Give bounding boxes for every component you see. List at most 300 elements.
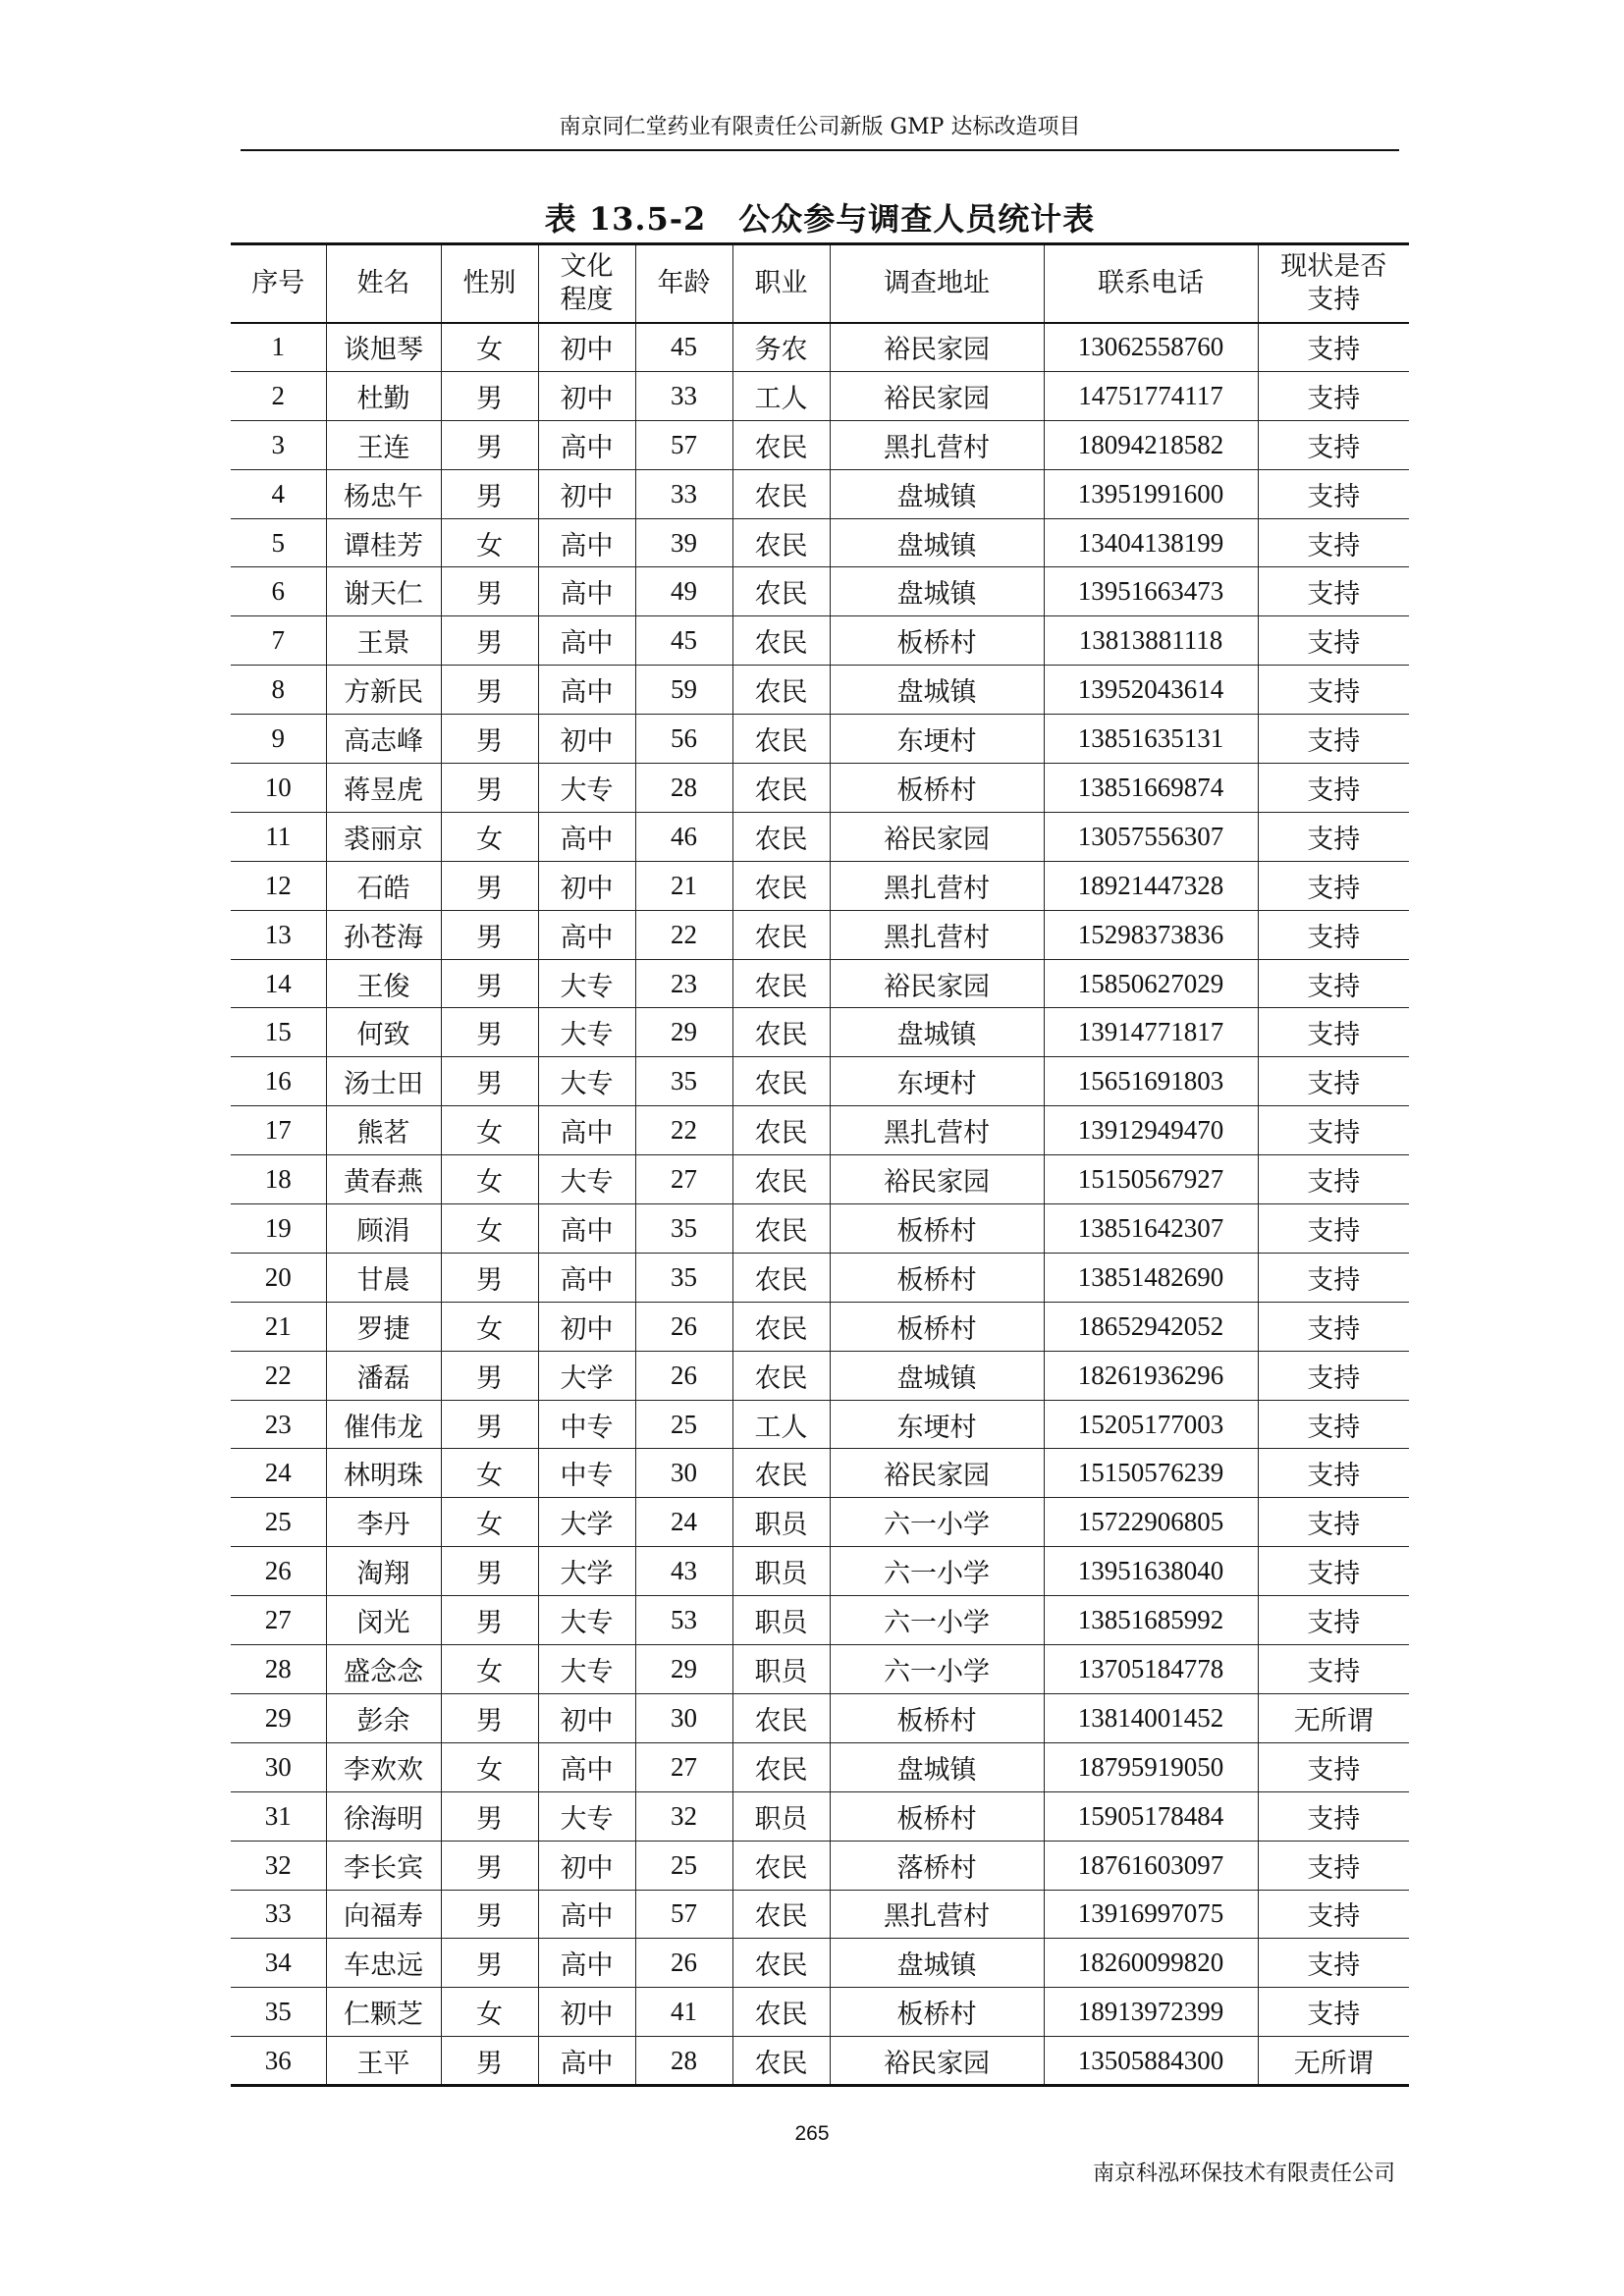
cell-phone: 18913972399 bbox=[1044, 1988, 1258, 2037]
table-row bbox=[231, 469, 1409, 518]
cell-support: 支持 bbox=[1258, 1106, 1409, 1155]
table-row bbox=[231, 1890, 1409, 1939]
cell-address: 裕民家园 bbox=[830, 812, 1044, 861]
cell-address: 黑扎营村 bbox=[830, 861, 1044, 910]
cell-index: 8 bbox=[231, 666, 326, 715]
cell-address: 裕民家园 bbox=[830, 1155, 1044, 1204]
cell-gender: 男 bbox=[441, 616, 538, 666]
cell-occupation: 农民 bbox=[732, 616, 830, 666]
cell-phone: 13914771817 bbox=[1044, 1008, 1258, 1057]
cell-gender: 女 bbox=[441, 1645, 538, 1694]
cell-address: 板桥村 bbox=[830, 764, 1044, 813]
cell-education: 大学 bbox=[538, 1547, 635, 1596]
cell-name: 甘晨 bbox=[326, 1253, 441, 1302]
cell-address: 盘城镇 bbox=[830, 469, 1044, 518]
cell-address: 黑扎营村 bbox=[830, 420, 1044, 469]
cell-education: 大学 bbox=[538, 1351, 635, 1400]
cell-gender: 女 bbox=[441, 323, 538, 372]
cell-occupation: 职员 bbox=[732, 1791, 830, 1841]
cell-phone: 15905178484 bbox=[1044, 1791, 1258, 1841]
cell-age: 27 bbox=[635, 1742, 732, 1791]
cell-occupation: 农民 bbox=[732, 910, 830, 959]
cell-age: 30 bbox=[635, 1693, 732, 1742]
cell-phone: 15150576239 bbox=[1044, 1449, 1258, 1498]
cell-age: 23 bbox=[635, 959, 732, 1008]
cell-index: 7 bbox=[231, 616, 326, 666]
cell-gender: 女 bbox=[441, 518, 538, 567]
cell-address: 板桥村 bbox=[830, 1302, 1044, 1351]
table-row bbox=[231, 715, 1409, 764]
cell-index: 18 bbox=[231, 1155, 326, 1204]
cell-index: 20 bbox=[231, 1253, 326, 1302]
cell-index: 13 bbox=[231, 910, 326, 959]
cell-index: 36 bbox=[231, 2037, 326, 2086]
cell-address: 盘城镇 bbox=[830, 1351, 1044, 1400]
cell-gender: 男 bbox=[441, 1596, 538, 1645]
cell-name: 盛念念 bbox=[326, 1645, 441, 1694]
cell-age: 33 bbox=[635, 469, 732, 518]
cell-phone: 13851669874 bbox=[1044, 764, 1258, 813]
cell-age: 59 bbox=[635, 666, 732, 715]
table-row bbox=[231, 764, 1409, 813]
cell-phone: 13505884300 bbox=[1044, 2037, 1258, 2086]
cell-phone: 13813881118 bbox=[1044, 616, 1258, 666]
cell-index: 29 bbox=[231, 1693, 326, 1742]
cell-occupation: 工人 bbox=[732, 371, 830, 420]
cell-support: 无所谓 bbox=[1258, 2037, 1409, 2086]
cell-gender: 男 bbox=[441, 420, 538, 469]
cell-age: 43 bbox=[635, 1547, 732, 1596]
cell-education: 高中 bbox=[538, 420, 635, 469]
cell-education: 大专 bbox=[538, 1155, 635, 1204]
cell-support: 支持 bbox=[1258, 959, 1409, 1008]
cell-name: 催伟龙 bbox=[326, 1400, 441, 1449]
table-row bbox=[231, 959, 1409, 1008]
cell-education: 高中 bbox=[538, 2037, 635, 2086]
cell-occupation: 工人 bbox=[732, 1400, 830, 1449]
cell-education: 大专 bbox=[538, 1008, 635, 1057]
cell-support: 支持 bbox=[1258, 1547, 1409, 1596]
cell-occupation: 职员 bbox=[732, 1498, 830, 1547]
cell-index: 35 bbox=[231, 1988, 326, 2037]
cell-index: 24 bbox=[231, 1449, 326, 1498]
cell-gender: 男 bbox=[441, 1253, 538, 1302]
cell-gender: 男 bbox=[441, 1008, 538, 1057]
cell-gender: 男 bbox=[441, 715, 538, 764]
cell-occupation: 农民 bbox=[732, 469, 830, 518]
cell-phone: 13952043614 bbox=[1044, 666, 1258, 715]
cell-name: 闵光 bbox=[326, 1596, 441, 1645]
cell-index: 34 bbox=[231, 1939, 326, 1988]
table-header-row bbox=[231, 244, 1409, 323]
cell-index: 27 bbox=[231, 1596, 326, 1645]
cell-education: 大学 bbox=[538, 1498, 635, 1547]
table-row bbox=[231, 1939, 1409, 1988]
cell-gender: 女 bbox=[441, 1204, 538, 1254]
cell-education: 高中 bbox=[538, 910, 635, 959]
table-row bbox=[231, 616, 1409, 666]
cell-support: 支持 bbox=[1258, 469, 1409, 518]
cell-name: 高志峰 bbox=[326, 715, 441, 764]
cell-name: 汤士田 bbox=[326, 1057, 441, 1106]
cell-phone: 15651691803 bbox=[1044, 1057, 1258, 1106]
cell-age: 49 bbox=[635, 567, 732, 616]
page-number: 265 bbox=[794, 2122, 830, 2145]
cell-gender: 男 bbox=[441, 567, 538, 616]
table-row bbox=[231, 1400, 1409, 1449]
cell-occupation: 农民 bbox=[732, 1302, 830, 1351]
cell-index: 1 bbox=[231, 323, 326, 372]
table-row bbox=[231, 1057, 1409, 1106]
cell-phone: 13916997075 bbox=[1044, 1890, 1258, 1939]
cell-phone: 15150567927 bbox=[1044, 1155, 1258, 1204]
cell-occupation: 农民 bbox=[732, 420, 830, 469]
cell-address: 东埂村 bbox=[830, 1057, 1044, 1106]
cell-support: 支持 bbox=[1258, 1008, 1409, 1057]
cell-age: 33 bbox=[635, 371, 732, 420]
cell-occupation: 务农 bbox=[732, 323, 830, 372]
cell-education: 初中 bbox=[538, 715, 635, 764]
cell-occupation: 农民 bbox=[732, 1351, 830, 1400]
cell-phone: 13851642307 bbox=[1044, 1204, 1258, 1254]
cell-support: 支持 bbox=[1258, 861, 1409, 910]
cell-address: 板桥村 bbox=[830, 1791, 1044, 1841]
cell-phone: 18261936296 bbox=[1044, 1351, 1258, 1400]
col-header-address: 调查地址 bbox=[830, 244, 1044, 323]
cell-address: 板桥村 bbox=[830, 1693, 1044, 1742]
cell-occupation: 职员 bbox=[732, 1645, 830, 1694]
cell-index: 28 bbox=[231, 1645, 326, 1694]
cell-phone: 13951638040 bbox=[1044, 1547, 1258, 1596]
cell-education: 高中 bbox=[538, 1253, 635, 1302]
cell-occupation: 农民 bbox=[732, 1988, 830, 2037]
cell-education: 高中 bbox=[538, 1204, 635, 1254]
cell-address: 裕民家园 bbox=[830, 959, 1044, 1008]
cell-gender: 男 bbox=[441, 1693, 538, 1742]
table-row bbox=[231, 1253, 1409, 1302]
cell-name: 蒋昱虎 bbox=[326, 764, 441, 813]
table-row bbox=[231, 1449, 1409, 1498]
cell-occupation: 农民 bbox=[732, 764, 830, 813]
cell-phone: 13705184778 bbox=[1044, 1645, 1258, 1694]
cell-gender: 男 bbox=[441, 1791, 538, 1841]
cell-support: 支持 bbox=[1258, 323, 1409, 372]
cell-index: 11 bbox=[231, 812, 326, 861]
table-row bbox=[231, 861, 1409, 910]
cell-occupation: 农民 bbox=[732, 1939, 830, 1988]
cell-address: 裕民家园 bbox=[830, 2037, 1044, 2086]
col-header-name: 姓名 bbox=[326, 244, 441, 323]
cell-address: 裕民家园 bbox=[830, 323, 1044, 372]
cell-gender: 男 bbox=[441, 764, 538, 813]
cell-phone: 13851685992 bbox=[1044, 1596, 1258, 1645]
cell-name: 方新民 bbox=[326, 666, 441, 715]
cell-address: 裕民家园 bbox=[830, 1449, 1044, 1498]
cell-support: 支持 bbox=[1258, 1449, 1409, 1498]
table-title: 表 13.5-2 公众参与调查人员统计表 bbox=[544, 200, 1096, 238]
cell-index: 21 bbox=[231, 1302, 326, 1351]
cell-occupation: 农民 bbox=[732, 1253, 830, 1302]
cell-gender: 女 bbox=[441, 812, 538, 861]
cell-occupation: 职员 bbox=[732, 1547, 830, 1596]
cell-support: 支持 bbox=[1258, 1302, 1409, 1351]
survey-table bbox=[231, 242, 1409, 2087]
cell-address: 六一小学 bbox=[830, 1547, 1044, 1596]
cell-occupation: 农民 bbox=[732, 2037, 830, 2086]
cell-index: 12 bbox=[231, 861, 326, 910]
cell-phone: 18094218582 bbox=[1044, 420, 1258, 469]
cell-gender: 男 bbox=[441, 371, 538, 420]
table-row bbox=[231, 1645, 1409, 1694]
table-row bbox=[231, 1351, 1409, 1400]
cell-gender: 女 bbox=[441, 1302, 538, 1351]
cell-support: 支持 bbox=[1258, 910, 1409, 959]
cell-support: 支持 bbox=[1258, 715, 1409, 764]
cell-education: 中专 bbox=[538, 1400, 635, 1449]
cell-support: 支持 bbox=[1258, 1645, 1409, 1694]
table-row bbox=[231, 2037, 1409, 2086]
cell-address: 裕民家园 bbox=[830, 371, 1044, 420]
cell-occupation: 农民 bbox=[732, 812, 830, 861]
cell-phone: 13851635131 bbox=[1044, 715, 1258, 764]
cell-phone: 13404138199 bbox=[1044, 518, 1258, 567]
cell-address: 黑扎营村 bbox=[830, 1890, 1044, 1939]
cell-education: 初中 bbox=[538, 323, 635, 372]
cell-name: 王连 bbox=[326, 420, 441, 469]
cell-gender: 男 bbox=[441, 1939, 538, 1988]
cell-education: 大专 bbox=[538, 1791, 635, 1841]
cell-gender: 女 bbox=[441, 1988, 538, 2037]
cell-occupation: 农民 bbox=[732, 1693, 830, 1742]
cell-gender: 男 bbox=[441, 1547, 538, 1596]
cell-address: 盘城镇 bbox=[830, 518, 1044, 567]
cell-age: 29 bbox=[635, 1008, 732, 1057]
cell-gender: 女 bbox=[441, 1155, 538, 1204]
cell-education: 高中 bbox=[538, 1106, 635, 1155]
cell-name: 罗捷 bbox=[326, 1302, 441, 1351]
cell-education: 高中 bbox=[538, 1742, 635, 1791]
cell-support: 无所谓 bbox=[1258, 1693, 1409, 1742]
cell-occupation: 农民 bbox=[732, 1155, 830, 1204]
cell-phone: 13851482690 bbox=[1044, 1253, 1258, 1302]
table-row bbox=[231, 567, 1409, 616]
table-row bbox=[231, 1155, 1409, 1204]
table-row bbox=[231, 1693, 1409, 1742]
cell-age: 46 bbox=[635, 812, 732, 861]
cell-gender: 男 bbox=[441, 1351, 538, 1400]
cell-address: 六一小学 bbox=[830, 1596, 1044, 1645]
cell-phone: 15722906805 bbox=[1044, 1498, 1258, 1547]
col-header-occupation: 职业 bbox=[732, 244, 830, 323]
cell-index: 15 bbox=[231, 1008, 326, 1057]
cell-address: 六一小学 bbox=[830, 1498, 1044, 1547]
cell-address: 板桥村 bbox=[830, 1988, 1044, 2037]
cell-education: 初中 bbox=[538, 371, 635, 420]
cell-occupation: 职员 bbox=[732, 1596, 830, 1645]
cell-gender: 男 bbox=[441, 1057, 538, 1106]
cell-education: 初中 bbox=[538, 1693, 635, 1742]
col-header-index: 序号 bbox=[231, 244, 326, 323]
cell-gender: 男 bbox=[441, 1400, 538, 1449]
cell-name: 熊茗 bbox=[326, 1106, 441, 1155]
cell-occupation: 农民 bbox=[732, 715, 830, 764]
cell-occupation: 农民 bbox=[732, 1841, 830, 1890]
table-row bbox=[231, 371, 1409, 420]
cell-gender: 男 bbox=[441, 2037, 538, 2086]
cell-index: 22 bbox=[231, 1351, 326, 1400]
cell-name: 谭桂芳 bbox=[326, 518, 441, 567]
header-divider bbox=[241, 149, 1399, 151]
cell-age: 22 bbox=[635, 910, 732, 959]
cell-name: 黄春燕 bbox=[326, 1155, 441, 1204]
cell-index: 16 bbox=[231, 1057, 326, 1106]
cell-support: 支持 bbox=[1258, 1351, 1409, 1400]
cell-occupation: 农民 bbox=[732, 518, 830, 567]
cell-address: 盘城镇 bbox=[830, 666, 1044, 715]
cell-name: 孙苍海 bbox=[326, 910, 441, 959]
cell-support: 支持 bbox=[1258, 666, 1409, 715]
cell-age: 41 bbox=[635, 1988, 732, 2037]
cell-support: 支持 bbox=[1258, 420, 1409, 469]
cell-support: 支持 bbox=[1258, 1498, 1409, 1547]
cell-address: 盘城镇 bbox=[830, 1008, 1044, 1057]
cell-phone: 15298373836 bbox=[1044, 910, 1258, 959]
cell-phone: 13951663473 bbox=[1044, 567, 1258, 616]
cell-age: 22 bbox=[635, 1106, 732, 1155]
cell-name: 李丹 bbox=[326, 1498, 441, 1547]
table-row bbox=[231, 666, 1409, 715]
cell-address: 板桥村 bbox=[830, 1253, 1044, 1302]
cell-support: 支持 bbox=[1258, 518, 1409, 567]
cell-name: 林明珠 bbox=[326, 1449, 441, 1498]
cell-support: 支持 bbox=[1258, 1204, 1409, 1254]
cell-index: 30 bbox=[231, 1742, 326, 1791]
table-row bbox=[231, 1742, 1409, 1791]
cell-index: 5 bbox=[231, 518, 326, 567]
cell-support: 支持 bbox=[1258, 1742, 1409, 1791]
cell-education: 初中 bbox=[538, 861, 635, 910]
cell-index: 19 bbox=[231, 1204, 326, 1254]
cell-education: 高中 bbox=[538, 518, 635, 567]
cell-index: 17 bbox=[231, 1106, 326, 1155]
cell-support: 支持 bbox=[1258, 1596, 1409, 1645]
table-row bbox=[231, 1008, 1409, 1057]
cell-name: 顾涓 bbox=[326, 1204, 441, 1254]
cell-name: 裘丽京 bbox=[326, 812, 441, 861]
cell-index: 6 bbox=[231, 567, 326, 616]
cell-age: 30 bbox=[635, 1449, 732, 1498]
cell-age: 39 bbox=[635, 518, 732, 567]
cell-index: 32 bbox=[231, 1841, 326, 1890]
cell-support: 支持 bbox=[1258, 1155, 1409, 1204]
cell-name: 徐海明 bbox=[326, 1791, 441, 1841]
cell-age: 35 bbox=[635, 1253, 732, 1302]
cell-support: 支持 bbox=[1258, 1791, 1409, 1841]
cell-age: 29 bbox=[635, 1645, 732, 1694]
cell-occupation: 农民 bbox=[732, 666, 830, 715]
cell-education: 大专 bbox=[538, 764, 635, 813]
cell-address: 黑扎营村 bbox=[830, 1106, 1044, 1155]
cell-age: 28 bbox=[635, 764, 732, 813]
table-row bbox=[231, 1841, 1409, 1890]
cell-education: 大专 bbox=[538, 959, 635, 1008]
table-row bbox=[231, 1547, 1409, 1596]
cell-address: 东埂村 bbox=[830, 715, 1044, 764]
cell-education: 高中 bbox=[538, 812, 635, 861]
cell-index: 9 bbox=[231, 715, 326, 764]
cell-support: 支持 bbox=[1258, 1841, 1409, 1890]
cell-occupation: 农民 bbox=[732, 1106, 830, 1155]
cell-occupation: 农民 bbox=[732, 861, 830, 910]
cell-name: 王俊 bbox=[326, 959, 441, 1008]
cell-phone: 13912949470 bbox=[1044, 1106, 1258, 1155]
cell-gender: 女 bbox=[441, 1742, 538, 1791]
table-row bbox=[231, 1106, 1409, 1155]
cell-index: 25 bbox=[231, 1498, 326, 1547]
cell-education: 高中 bbox=[538, 1890, 635, 1939]
cell-gender: 女 bbox=[441, 1449, 538, 1498]
cell-address: 落桥村 bbox=[830, 1841, 1044, 1890]
cell-occupation: 农民 bbox=[732, 1204, 830, 1254]
cell-education: 高中 bbox=[538, 1939, 635, 1988]
cell-gender: 男 bbox=[441, 910, 538, 959]
cell-index: 33 bbox=[231, 1890, 326, 1939]
cell-age: 57 bbox=[635, 1890, 732, 1939]
cell-gender: 男 bbox=[441, 959, 538, 1008]
cell-name: 淘翔 bbox=[326, 1547, 441, 1596]
cell-age: 26 bbox=[635, 1302, 732, 1351]
table-row bbox=[231, 1498, 1409, 1547]
cell-index: 23 bbox=[231, 1400, 326, 1449]
cell-name: 杜勤 bbox=[326, 371, 441, 420]
cell-education: 初中 bbox=[538, 1988, 635, 2037]
col-header-education: 文化程度 bbox=[538, 244, 635, 323]
cell-age: 35 bbox=[635, 1204, 732, 1254]
cell-phone: 18761603097 bbox=[1044, 1841, 1258, 1890]
cell-name: 王景 bbox=[326, 616, 441, 666]
cell-gender: 男 bbox=[441, 861, 538, 910]
cell-occupation: 农民 bbox=[732, 959, 830, 1008]
document-header: 南京同仁堂药业有限责任公司新版 GMP 达标改造项目 bbox=[559, 115, 1081, 139]
cell-name: 王平 bbox=[326, 2037, 441, 2086]
cell-age: 26 bbox=[635, 1939, 732, 1988]
cell-name: 李欢欢 bbox=[326, 1742, 441, 1791]
cell-name: 潘磊 bbox=[326, 1351, 441, 1400]
cell-index: 26 bbox=[231, 1547, 326, 1596]
cell-name: 谈旭琴 bbox=[326, 323, 441, 372]
cell-phone: 15850627029 bbox=[1044, 959, 1258, 1008]
table-row bbox=[231, 1596, 1409, 1645]
table-row bbox=[231, 1988, 1409, 2037]
cell-phone: 13057556307 bbox=[1044, 812, 1258, 861]
cell-support: 支持 bbox=[1258, 1400, 1409, 1449]
cell-education: 高中 bbox=[538, 666, 635, 715]
cell-name: 车忠远 bbox=[326, 1939, 441, 1988]
cell-occupation: 农民 bbox=[732, 567, 830, 616]
table-row bbox=[231, 420, 1409, 469]
cell-phone: 13814001452 bbox=[1044, 1693, 1258, 1742]
table-row bbox=[231, 1791, 1409, 1841]
col-header-gender: 性别 bbox=[441, 244, 538, 323]
table-row bbox=[231, 518, 1409, 567]
footer-company: 南京科泓环保技术有限责任公司 bbox=[1092, 2162, 1395, 2186]
cell-name: 杨忠午 bbox=[326, 469, 441, 518]
cell-gender: 男 bbox=[441, 666, 538, 715]
cell-occupation: 农民 bbox=[732, 1742, 830, 1791]
table-row bbox=[231, 323, 1409, 372]
cell-occupation: 农民 bbox=[732, 1057, 830, 1106]
cell-address: 盘城镇 bbox=[830, 1742, 1044, 1791]
